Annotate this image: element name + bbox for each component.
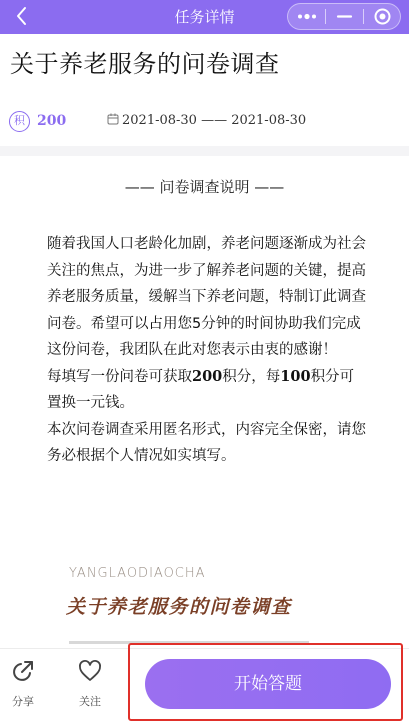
banner-title: 关于养老服务的问卷调查 [66,596,292,618]
heart-icon [78,659,102,683]
start-answer-button[interactable]: 开始答题 [145,659,391,709]
banner-subtitle: YANGLAODIAOCHA [69,566,206,581]
calendar-icon [107,113,119,125]
minimize-icon [326,4,363,29]
reward-paragraph: 每填写一份问卷可获取200积分，每100积分可置换一元钱。 [47,367,355,411]
privacy-paragraph: 本次问卷调查采用匿名形式，内容完全保密，请您务必根据个人情况如实填写。 [47,421,366,464]
share-button[interactable] [0,655,46,711]
close-target-icon [364,4,401,29]
date-range [107,113,306,128]
description-text [47,231,367,470]
follow-label: 关注 [79,695,101,708]
date-range-text: 2021-08-30 —— 2021-08-30 [122,113,307,128]
points-value: 200 [37,113,67,129]
nav-title: 任务详情 [174,8,235,26]
share-label: 分享 [12,695,34,708]
minimize-button[interactable] [326,4,363,29]
nav-bar [0,0,409,34]
capsule-menu [287,3,401,30]
share-icon [11,659,35,683]
section-title: —— 问卷调查说明 —— [124,178,285,196]
description-section [0,156,409,648]
page-title: 关于养老服务的问卷调查 [10,50,280,78]
more-button[interactable] [288,4,325,29]
more-dots-icon [288,4,325,29]
task-header [0,34,409,146]
description-paragraph: 随着我国人口老龄化加剧，养老问题逐渐成为社会关注的焦点，为进一步了解养老问题的关键，提高养老服务质量，缓解当下养老问题，特制订此调查问卷。希望可以占用您5分钟的时间协助我们完成这份问卷，我团队在此对您表示由衷的感谢！ [47,236,366,358]
points-badge-icon: 积 [9,111,30,132]
close-button[interactable] [364,4,401,29]
follow-button[interactable] [67,655,113,711]
highlight-box [128,643,403,721]
section-divider [0,146,409,156]
